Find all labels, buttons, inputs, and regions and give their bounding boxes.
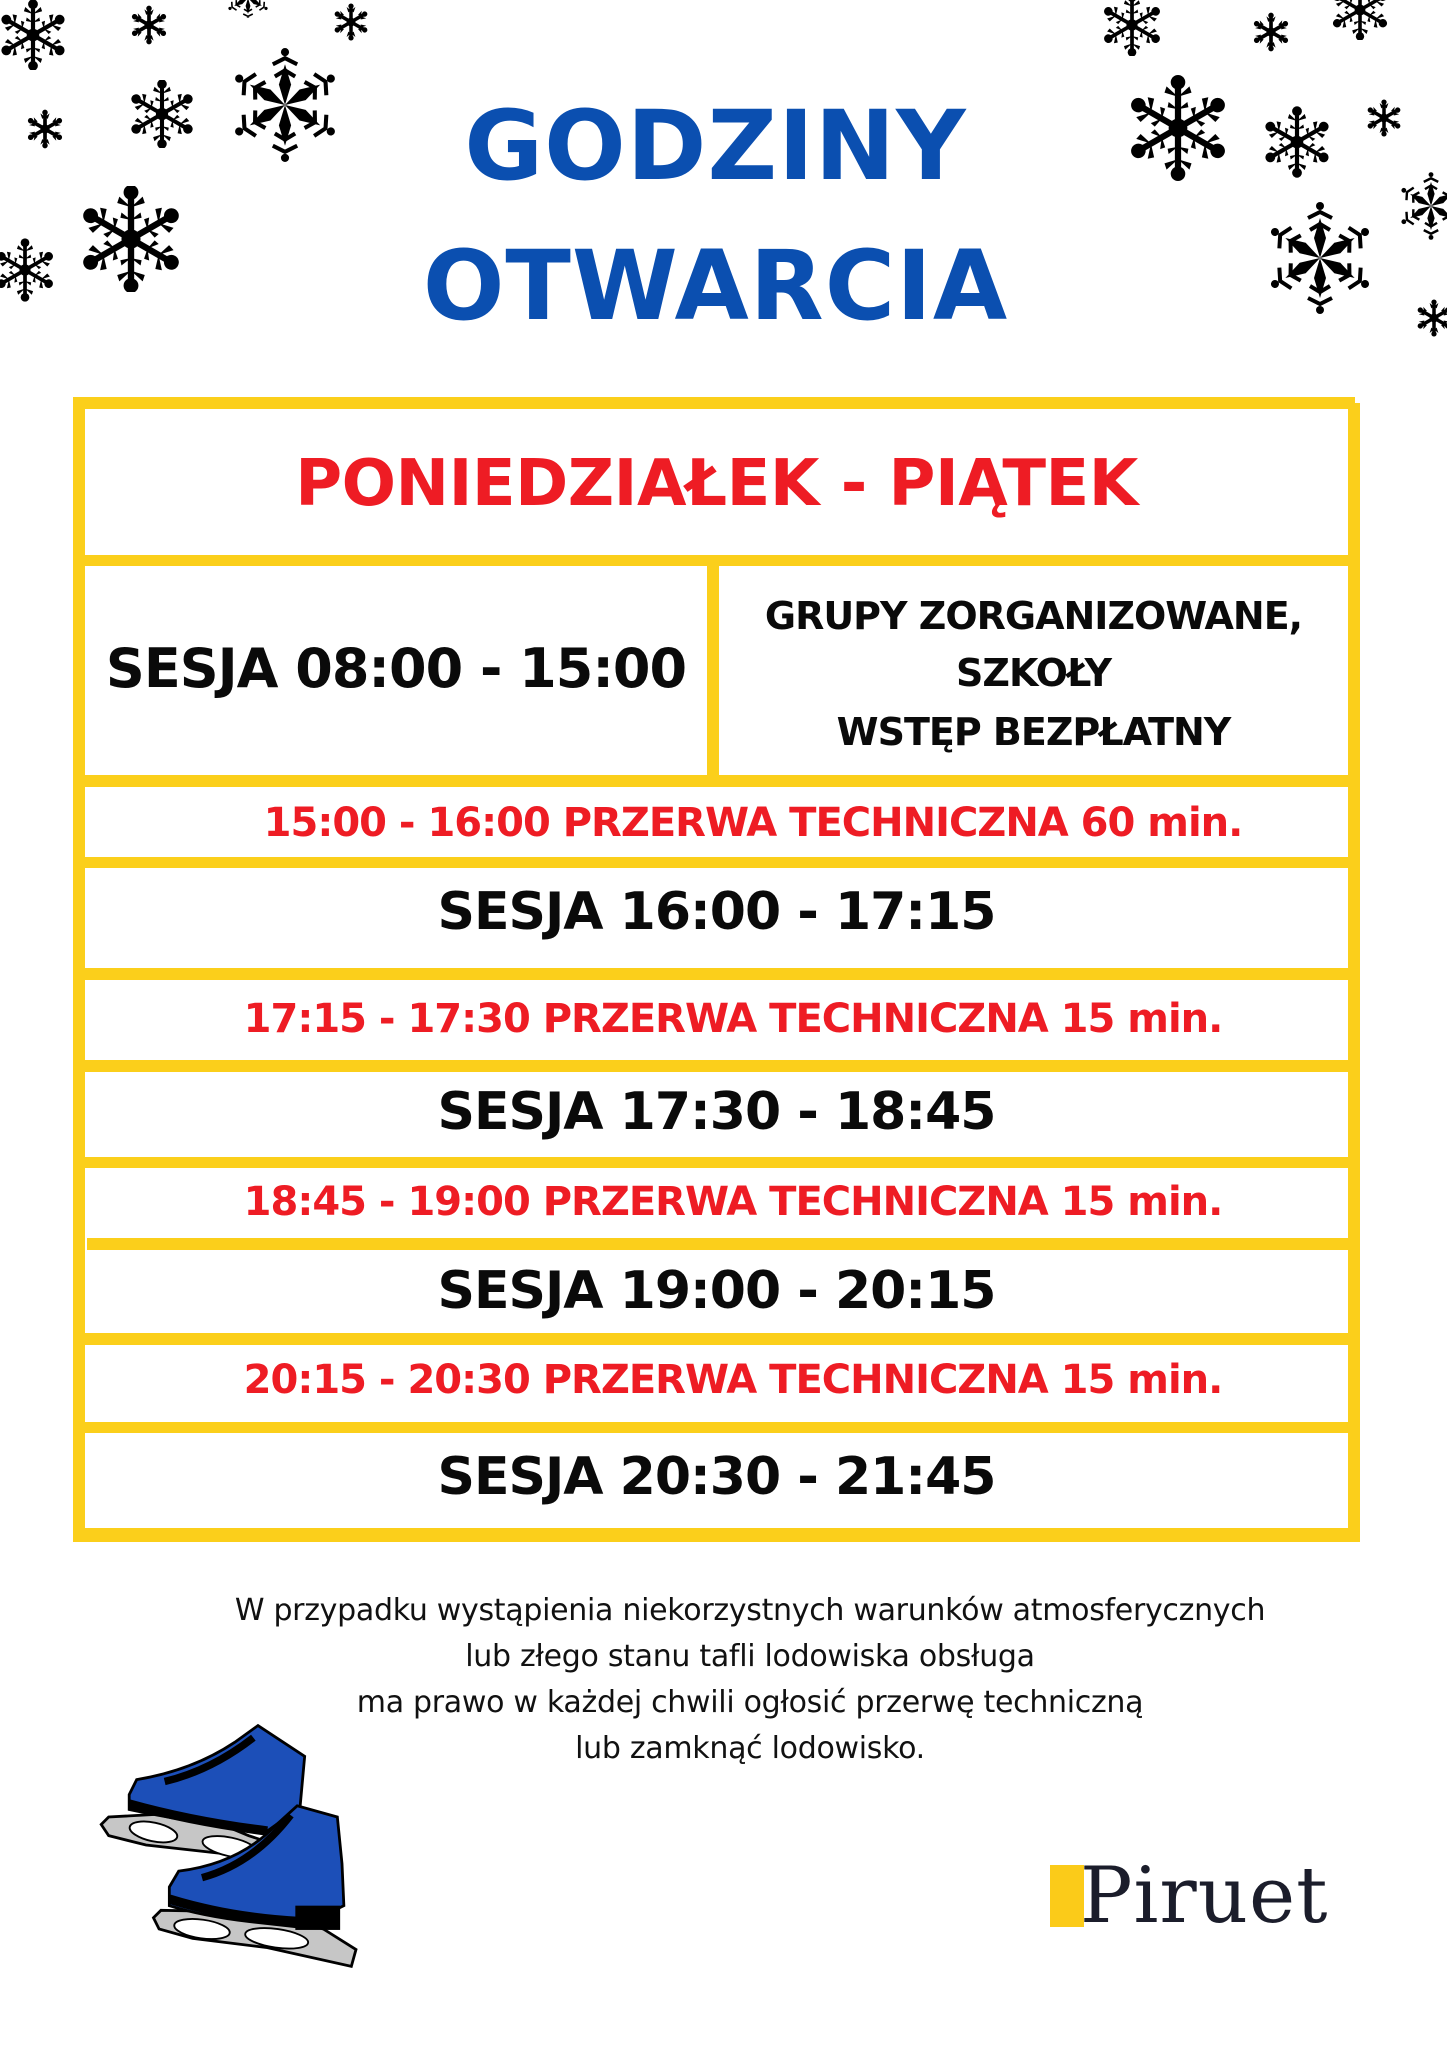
- logo-text: Piruet: [1080, 1851, 1329, 1941]
- snowflake-icon: [1248, 8, 1294, 56]
- break-row: 17:15 - 17:30 PRZERWA TECHNICZNA 15 min.: [243, 996, 1223, 1042]
- table-border: [73, 1157, 1360, 1168]
- piruet-logo: [1050, 1851, 1329, 1941]
- days-heading: PONIEDZIAŁEK - PIĄTEK: [295, 447, 1138, 521]
- table-border: [75, 397, 1355, 409]
- group-info-line3: WSTĘP BEZPŁATNY: [836, 710, 1231, 754]
- table-border: [73, 1333, 1360, 1345]
- notice-line: lub zamknąć lodowisko.: [575, 1731, 925, 1766]
- table-border: [87, 1238, 1360, 1250]
- break-row: 15:00 - 16:00 PRZERWA TECHNICZNA 60 min.: [263, 800, 1243, 846]
- page-title-line2: OTWARCIA: [422, 230, 1009, 342]
- snowflake-icon: [0, 0, 68, 70]
- session-row: SESJA 19:00 - 20:15: [437, 1261, 996, 1321]
- ice-skates-icon: [80, 1705, 380, 1985]
- notice-line: ma prawo w każdej chwili ogłosić przerwę techniczną: [356, 1685, 1144, 1720]
- snowflake-icon: [218, 0, 278, 18]
- snowflake-icon: [126, 2, 172, 48]
- logo-accent-block: [1050, 1865, 1084, 1927]
- table-border: [73, 1422, 1360, 1433]
- table-border: [73, 1060, 1360, 1072]
- session-row: SESJA 20:30 - 21:45: [437, 1447, 996, 1507]
- table-border: [73, 968, 1360, 980]
- table-border: [77, 1528, 1360, 1542]
- schedule-table: [73, 397, 1360, 1542]
- page-title-line1: GODZINY: [464, 90, 967, 202]
- notice-line: W przypadku wystąpienia niekorzystnych warunków atmosferycznych: [234, 1593, 1266, 1628]
- break-row: 18:45 - 19:00 PRZERWA TECHNICZNA 15 min.: [243, 1179, 1223, 1225]
- session-row: SESJA 16:00 - 17:15: [437, 882, 996, 942]
- snowflake-icon: [328, 0, 374, 44]
- table-border: [73, 857, 1360, 868]
- group-info-line2: SZKOŁY: [956, 651, 1111, 695]
- session-08-15: SESJA 08:00 - 15:00: [105, 637, 687, 700]
- table-border: [707, 565, 719, 777]
- break-row: 20:15 - 20:30 PRZERWA TECHNICZNA 15 min.: [243, 1357, 1223, 1403]
- notice-line: lub złego stanu tafli lodowiska obsługa: [465, 1639, 1035, 1674]
- group-info-line1: GRUPY ZORGANIZOWANE,: [764, 594, 1303, 638]
- session-row: SESJA 17:30 - 18:45: [437, 1082, 996, 1142]
- snowflake-icon: [1324, 0, 1396, 40]
- snowflake-icon: [1096, 0, 1168, 56]
